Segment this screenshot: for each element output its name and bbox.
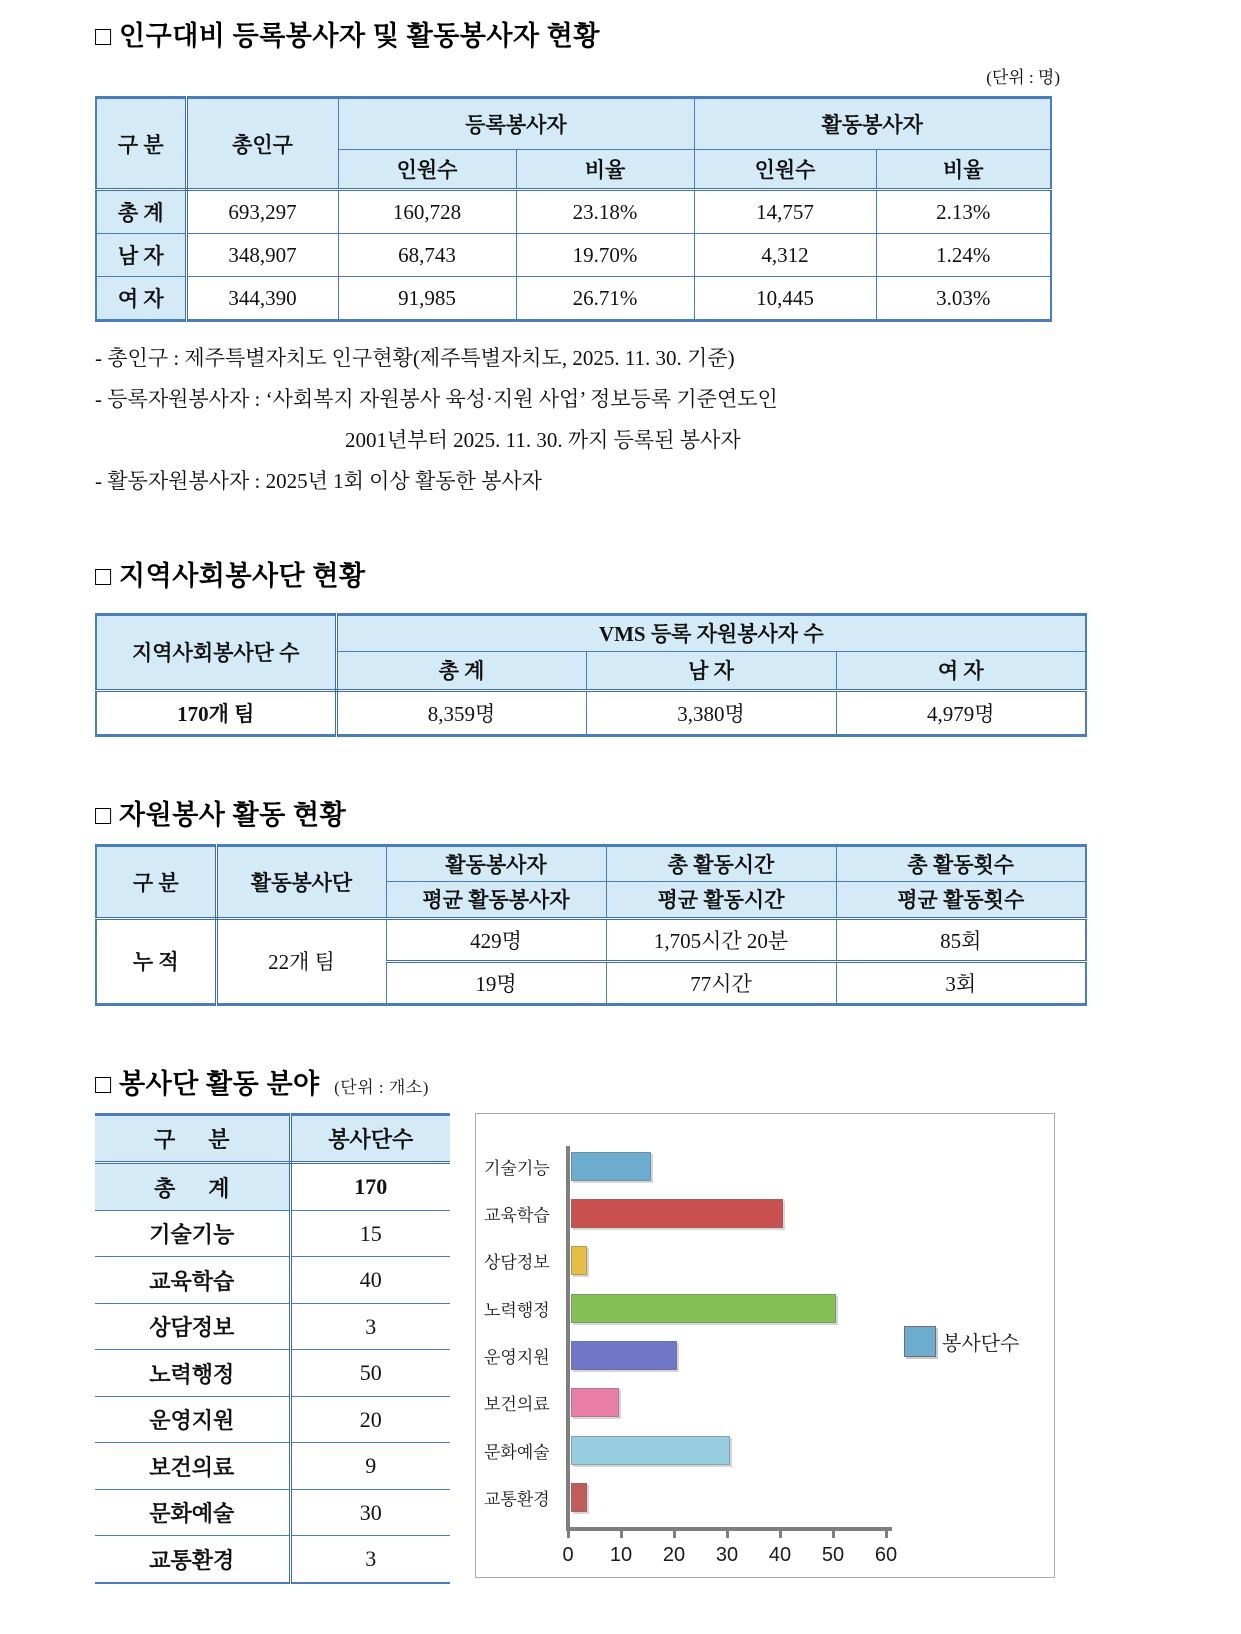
cell-field-label: 운영지원 [95, 1396, 290, 1443]
cell-team-count: 22개 팀 [216, 918, 386, 1004]
table-row [95, 1210, 450, 1257]
section2-title: □ 지역사회봉사단 현황 [95, 560, 366, 591]
cell-total-times: 85회 [836, 918, 1086, 961]
cell-avg-times: 3회 [836, 961, 1086, 1004]
cell-reg-ratio: 23.18% [516, 190, 694, 234]
chart-row [484, 1294, 836, 1323]
cell-act-ratio: 2.13% [876, 190, 1051, 234]
th-female: 여 자 [836, 651, 1086, 690]
cell-field-label: 보건의료 [95, 1443, 290, 1490]
table-row [95, 1163, 450, 1211]
th-total-hours: 총 활동시간 [606, 845, 836, 881]
table-row [96, 690, 1086, 735]
th-reg-ratio: 비율 [516, 150, 694, 190]
cell-field-label: 교통환경 [95, 1536, 290, 1583]
category-label: 문화예술 [484, 1442, 550, 1462]
table-row [96, 234, 1051, 277]
cell-reg-count: 91,985 [338, 277, 516, 321]
th-avg-volunteers: 평균 활동봉사자 [386, 881, 606, 918]
th-total: 총 계 [336, 651, 586, 690]
cell-reg-ratio: 19.70% [516, 234, 694, 277]
chart-bar [571, 1341, 677, 1370]
section1-unit-note: (단위 : 명) [986, 68, 1060, 87]
cell-act-ratio: 1.24% [876, 234, 1051, 277]
table-row [95, 1303, 450, 1350]
cell-total-hours: 1,705시간 20분 [606, 918, 836, 961]
cell-team-count: 170개 팀 [96, 690, 336, 735]
category-label: 노력행정 [484, 1300, 550, 1320]
footnote-total-population: - 총인구 : 제주특별자치도 인구현황(제주특별자치도, 2025. 11. 30. 기준) [95, 346, 735, 370]
x-tick-mark [620, 1527, 623, 1538]
table-row [95, 1536, 450, 1583]
cell-vms-total: 8,359명 [336, 690, 586, 735]
chart-row [484, 1388, 619, 1417]
community-team-table [95, 613, 1087, 737]
category-label: 운영지원 [484, 1347, 550, 1367]
cell-field-value: 30 [290, 1489, 450, 1536]
section1-title: □ 인구대비 등록봉사자 및 활동봉사자 현황 [95, 21, 600, 51]
table-row [95, 1489, 450, 1536]
cell-act-count: 4,312 [694, 234, 876, 277]
x-tick-mark [779, 1527, 782, 1538]
x-tick-label: 40 [768, 1543, 792, 1566]
legend-label: 봉사단수 [942, 1332, 1020, 1355]
chart-bar [571, 1294, 836, 1323]
section4-title-text: □ 봉사단 활동 분야 [95, 1068, 320, 1099]
cell-total-value: 170 [290, 1163, 450, 1211]
cell-field-value: 9 [290, 1443, 450, 1490]
cell-avg-hours: 77시간 [606, 961, 836, 1004]
th-act-count: 인원수 [694, 150, 876, 190]
cell-field-value: 20 [290, 1396, 450, 1443]
category-label: 상담정보 [484, 1253, 550, 1273]
th-total-population: 총인구 [186, 98, 338, 190]
x-tick-mark [832, 1527, 835, 1538]
th-act-ratio: 비율 [876, 150, 1051, 190]
section4-unit-note: (단위 : 개소) [334, 1077, 429, 1097]
th-avg-hours: 평균 활동시간 [606, 881, 836, 918]
chart-bar [571, 1388, 619, 1417]
cell-field-label: 교육학습 [95, 1257, 290, 1304]
cell-field-label: 문화예술 [95, 1489, 290, 1536]
th-gubun: 구 분 [96, 98, 186, 190]
x-tick-mark [673, 1527, 676, 1538]
th-male: 남 자 [586, 651, 836, 690]
activity-status-table [95, 844, 1087, 1006]
section3-title: □ 자원봉사 활동 현황 [95, 799, 347, 830]
cell-field-label: 노력행정 [95, 1350, 290, 1397]
category-label: 보건의료 [484, 1395, 550, 1415]
x-tick-label: 10 [609, 1543, 633, 1566]
th-registered-volunteers: 등록봉사자 [338, 98, 694, 150]
cell-total-label: 총 계 [95, 1163, 290, 1211]
cell-field-value: 3 [290, 1303, 450, 1350]
table-row [95, 1257, 450, 1304]
cell-population: 344,390 [186, 277, 338, 321]
x-tick-mark [885, 1527, 888, 1538]
cell-population: 348,907 [186, 234, 338, 277]
cell-act-count: 14,757 [694, 190, 876, 234]
th-team-count: 봉사단수 [290, 1114, 450, 1163]
category-label: 교통환경 [484, 1489, 550, 1509]
table-row [95, 1396, 450, 1443]
x-tick-label: 60 [874, 1543, 898, 1566]
th-active-team: 활동봉사단 [216, 845, 386, 918]
field-count-table [95, 1113, 450, 1584]
cell-vms-female: 4,979명 [836, 690, 1086, 735]
table-row [96, 918, 1086, 961]
x-axis-line [566, 1527, 892, 1531]
cell-field-label: 기술기능 [95, 1210, 290, 1257]
chart-row [484, 1436, 730, 1465]
footnote-registered-volunteers: - 등록자원봉사자 : ‘사회복지 자원봉사 육성·지원 사업’ 정보등록 기준연도인 [95, 386, 778, 411]
cell-act-ratio: 3.03% [876, 277, 1051, 321]
chart-row [484, 1246, 587, 1275]
cell-vms-male: 3,380명 [586, 690, 836, 735]
cell-reg-count: 160,728 [338, 190, 516, 234]
table-row [95, 1350, 450, 1397]
th-team-count: 지역사회봉사단 수 [96, 614, 336, 690]
chart-bar [571, 1483, 587, 1512]
chart-bar [571, 1199, 783, 1228]
cell-field-label: 상담정보 [95, 1303, 290, 1350]
th-gubun: 구 분 [95, 1114, 290, 1163]
x-tick-label: 50 [821, 1543, 845, 1566]
table-row [95, 1443, 450, 1490]
bar-chart [475, 1113, 1055, 1578]
cell-reg-ratio: 26.71% [516, 277, 694, 321]
section4-title [95, 1062, 1241, 1101]
th-total-times: 총 활동횟수 [836, 845, 1086, 881]
th-active-volunteers: 활동봉사자 [386, 845, 606, 881]
chart-row [484, 1483, 587, 1512]
row-label: 남 자 [96, 234, 186, 277]
category-label: 교육학습 [484, 1206, 550, 1226]
footnotes [95, 338, 1241, 502]
category-label: 기술기능 [484, 1158, 550, 1178]
cell-total-volunteers: 429명 [386, 918, 606, 961]
table-row [96, 277, 1051, 321]
th-vms-group: VMS 등록 자원봉사자 수 [336, 614, 1086, 651]
chart-bar [571, 1246, 587, 1275]
chart-legend [904, 1326, 1019, 1357]
cell-field-value: 15 [290, 1210, 450, 1257]
x-tick-label: 30 [715, 1543, 739, 1566]
chart-bar [571, 1152, 651, 1181]
chart-row [484, 1199, 783, 1228]
chart-bar [571, 1436, 730, 1465]
chart-row [484, 1341, 677, 1370]
cell-field-value: 50 [290, 1350, 450, 1397]
cell-act-count: 10,445 [694, 277, 876, 321]
th-avg-times: 평균 활동횟수 [836, 881, 1086, 918]
chart-row [484, 1152, 651, 1181]
table-row [96, 190, 1051, 234]
cell-field-value: 40 [290, 1257, 450, 1304]
cell-avg-volunteers: 19명 [386, 961, 606, 1004]
footnote-registered-volunteers-cont: 2001년부터 2025. 11. 30. 까지 등록된 봉사자 [345, 427, 741, 452]
th-gubun: 구 분 [96, 845, 216, 918]
cell-cumulative-label: 누 적 [96, 918, 216, 1004]
cell-reg-count: 68,743 [338, 234, 516, 277]
th-active-volunteers: 활동봉사자 [694, 98, 1051, 150]
footnote-active-volunteers: - 활동자원봉사자 : 2025년 1회 이상 활동한 봉사자 [95, 468, 542, 493]
cell-population: 693,297 [186, 190, 338, 234]
x-tick-mark [567, 1527, 570, 1538]
th-reg-count: 인원수 [338, 150, 516, 190]
x-tick-label: 20 [662, 1543, 686, 1566]
row-label: 여 자 [96, 277, 186, 321]
x-tick-mark [726, 1527, 729, 1538]
row-label: 총 계 [96, 190, 186, 234]
population-volunteer-table [95, 96, 1052, 322]
cell-field-value: 3 [290, 1536, 450, 1583]
legend-swatch [904, 1326, 936, 1357]
x-tick-label: 0 [562, 1543, 574, 1566]
